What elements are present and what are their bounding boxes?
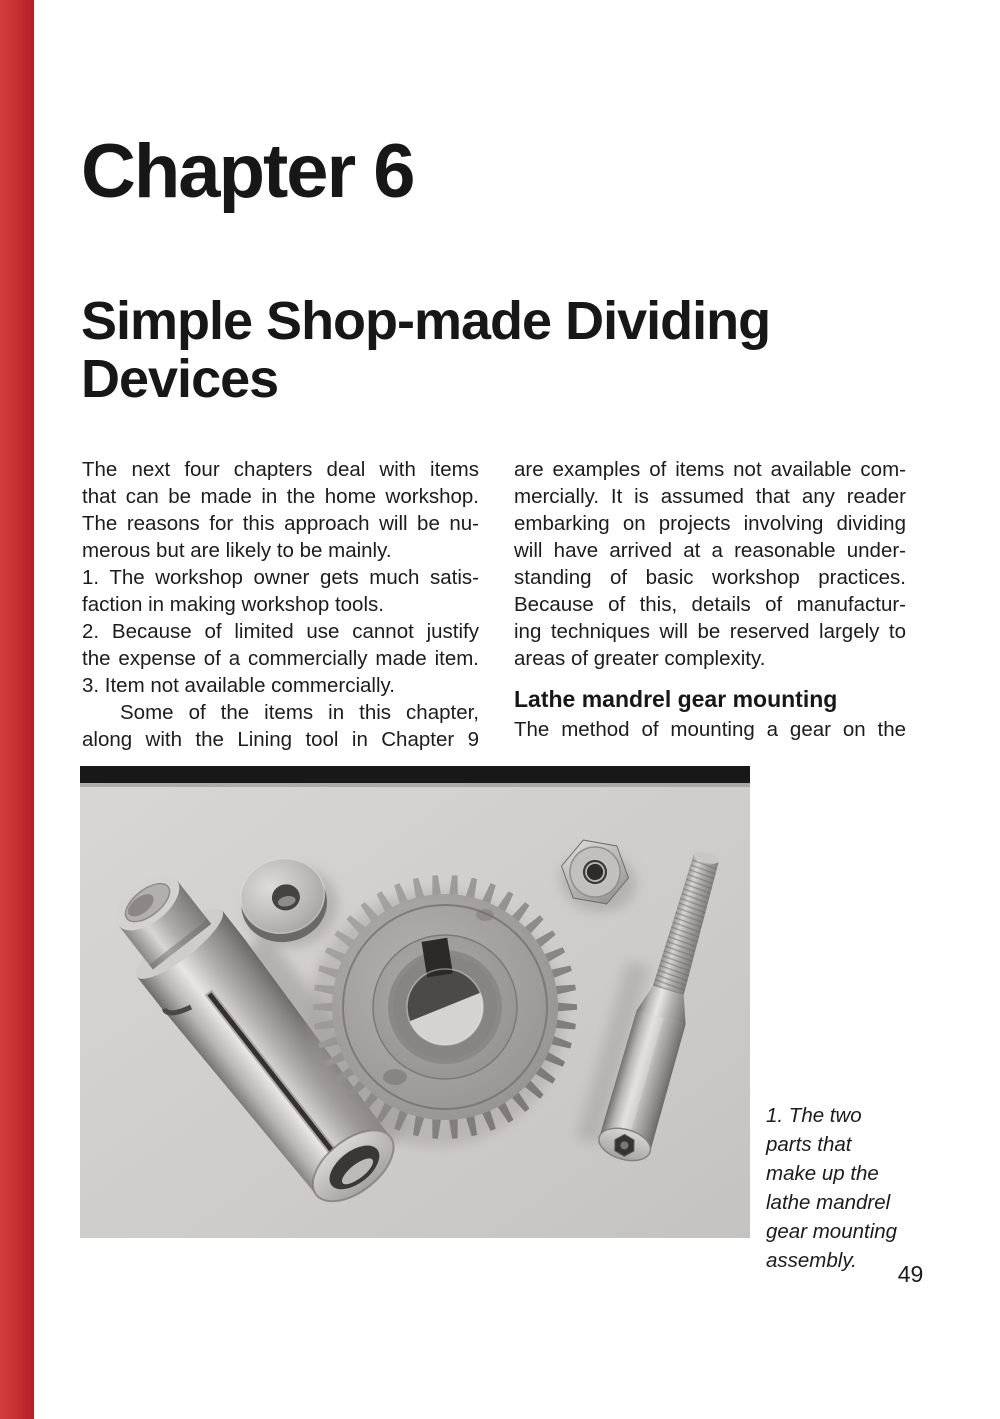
caption-line: make up the (766, 1162, 879, 1185)
text-line: The method of mounting a gear on the (514, 718, 906, 741)
text-line: Some of the items in this chapter, (120, 701, 479, 724)
text-line: areas of greater complexity. (514, 647, 766, 670)
text-line: 1. The workshop owner gets much satis- (82, 566, 479, 589)
photo-top-shadow-band (80, 766, 750, 783)
text-line: that can be made in the home workshop. (82, 485, 479, 508)
caption-line: parts that (766, 1133, 852, 1156)
text-line: standing of basic workshop practices. (514, 566, 906, 589)
text-line: embarking on projects involving dividing (514, 512, 906, 535)
text-line: Because of this, details of manufactur- (514, 593, 906, 616)
text-line: mercially. It is assumed that any reader (514, 485, 906, 508)
page-title (81, 292, 770, 408)
page-title-line-1: Simple Shop-made Dividing (81, 291, 771, 351)
body-column-right (514, 456, 906, 743)
text-line: 2. Because of limited use cannot justify (82, 620, 479, 643)
text-line: 3. Item not available commercially. (82, 674, 395, 697)
text-line: ing techniques will be reserved largely to (514, 620, 906, 643)
text-line: will have arrived at a reasonable under- (514, 539, 906, 562)
gear-parts-photo (80, 766, 750, 1238)
text-line: The reasons for this approach will be nu- (82, 512, 479, 535)
page-number: 49 (897, 1261, 924, 1287)
figure-caption (766, 1101, 921, 1275)
text-line: merous but are likely to be mainly. (82, 539, 392, 562)
book-spine-red-bar (0, 0, 34, 1419)
text-line: along with the Lining tool in Chapter 9 (82, 728, 479, 751)
body-column-left (82, 456, 479, 753)
text-line: faction in making workshop tools. (82, 593, 384, 616)
caption-line: lathe mandrel (766, 1191, 891, 1214)
chapter-heading: Chapter 6 (81, 129, 414, 214)
text-line: are examples of items not available com- (514, 458, 906, 481)
figure-photo (80, 766, 750, 1238)
text-line: the expense of a commercially made item. (82, 647, 479, 670)
text-line: The next four chapters deal with items (82, 458, 479, 481)
section-subheading: Lathe mandrel gear mounting (514, 686, 838, 712)
caption-line: gear mounting (766, 1220, 898, 1243)
caption-line: 1. The two (766, 1104, 862, 1127)
caption-line: assembly. (766, 1249, 857, 1272)
page-title-line-2: Devices (81, 349, 279, 409)
